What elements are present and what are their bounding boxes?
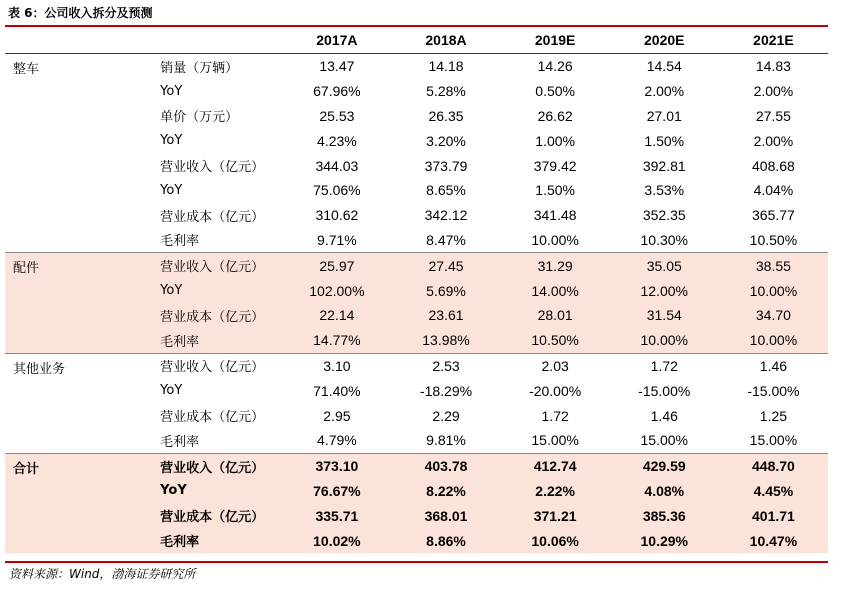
value-cell: 12.00% (610, 278, 719, 303)
value-cell: 9.71% (317, 231, 357, 248)
value-cell: 2.53 (391, 353, 500, 378)
value-cell: 4.08% (610, 479, 719, 504)
value-cell: 14.77% (282, 328, 391, 353)
value-cell: 1.46 (719, 353, 828, 378)
value-cell: 8.22% (391, 479, 500, 504)
row-label: 毛利率 (160, 434, 200, 450)
value-cell: 344.03 (315, 157, 359, 174)
value-cell: 412.74 (501, 453, 610, 478)
value-cell: 365.77 (752, 207, 795, 224)
value-cell: 9.81% (426, 432, 466, 449)
value-cell: 13.98% (391, 328, 500, 353)
value-cell: 2.00% (644, 83, 685, 100)
value-cell: 429.59 (610, 453, 719, 478)
value-cell: 448.70 (719, 453, 828, 478)
value-cell: 379.42 (533, 157, 577, 174)
value-cell: 1.72 (541, 407, 569, 424)
value-cell: 25.53 (319, 107, 355, 124)
row-label: YoY (160, 133, 183, 149)
table-title: 表 6：公司收入拆分及预测 (8, 6, 153, 20)
value-cell: 28.01 (501, 303, 610, 328)
value-cell: 27.55 (755, 107, 791, 124)
row-label: YoY (151, 278, 282, 303)
group-label: 配件 (5, 253, 151, 353)
group-label: 合计 (5, 453, 151, 553)
bottom-rule (5, 561, 828, 563)
value-cell: 385.36 (610, 503, 719, 528)
header-cell-2017a: 2017A (282, 27, 391, 54)
value-cell: 10.00% (719, 328, 828, 353)
value-cell: 4.23% (317, 132, 357, 149)
header-cell-group (5, 27, 151, 54)
value-cell: 10.00% (719, 278, 828, 303)
row-label: 毛利率 (160, 234, 200, 250)
value-cell: 2.29 (432, 407, 460, 424)
row-label: 营业成本（亿元） (160, 410, 265, 426)
value-cell: 10.29% (610, 528, 719, 553)
value-cell: 1.50% (535, 182, 575, 199)
value-cell: 310.62 (315, 207, 359, 224)
value-cell: 26.62 (537, 107, 573, 124)
value-cell: 8.47% (426, 231, 466, 248)
value-cell: 27.01 (646, 107, 682, 124)
value-cell: 4.45% (719, 479, 828, 504)
row-label: YoY (160, 383, 183, 399)
table-row (5, 54, 828, 79)
row-label: 营业收入（亿元） (151, 353, 282, 378)
value-cell: 403.78 (391, 453, 500, 478)
value-cell: 2.03 (501, 353, 610, 378)
value-cell: 25.97 (282, 253, 391, 278)
value-cell: 0.50% (535, 83, 575, 100)
group-label: 其他业务 (5, 353, 151, 453)
value-cell: 373.79 (424, 157, 468, 174)
row-label: 单价（万元） (160, 110, 239, 126)
value-cell: 2.22% (501, 479, 610, 504)
value-cell: 35.05 (610, 253, 719, 278)
value-cell: -15.00% (638, 382, 691, 399)
value-cell: 5.69% (391, 278, 500, 303)
value-cell: 10.06% (501, 528, 610, 553)
value-cell: 4.79% (317, 432, 357, 449)
group-label: 整车 (13, 62, 40, 77)
value-cell: 1.46 (650, 407, 678, 424)
value-cell: 76.67% (282, 479, 391, 504)
value-cell: 373.10 (282, 453, 391, 478)
group-parts (5, 253, 828, 353)
value-cell: 15.00% (531, 432, 579, 449)
value-cell: 10.00% (610, 328, 719, 353)
value-cell: 401.71 (719, 503, 828, 528)
value-cell: 342.12 (424, 207, 468, 224)
row-label: 营业收入（亿元） (160, 160, 265, 176)
row-label: 毛利率 (151, 328, 282, 353)
value-cell: 1.72 (610, 353, 719, 378)
value-cell: 14.26 (537, 58, 573, 75)
value-cell: 13.47 (319, 58, 355, 75)
row-label: YoY (160, 182, 183, 198)
table-row (5, 353, 828, 378)
row-label: 营业成本（亿元） (151, 303, 282, 328)
value-cell: 31.29 (501, 253, 610, 278)
value-cell: 3.20% (426, 132, 466, 149)
value-cell: 102.00% (282, 278, 391, 303)
row-label: 营业收入（亿元） (151, 453, 282, 478)
value-cell: 8.86% (391, 528, 500, 553)
value-cell: 38.55 (719, 253, 828, 278)
header-cell-item (151, 27, 282, 54)
value-cell: 341.48 (533, 207, 577, 224)
group-vehicles (5, 54, 828, 253)
value-cell: 3.10 (282, 353, 391, 378)
value-cell: 8.65% (426, 182, 466, 199)
value-cell: 1.25 (759, 407, 788, 424)
value-cell: 15.00% (640, 432, 688, 449)
row-label: YoY (160, 83, 183, 99)
value-cell: 368.01 (391, 503, 500, 528)
value-cell: 4.04% (753, 182, 794, 199)
value-cell: 34.70 (719, 303, 828, 328)
value-cell: 2.95 (323, 407, 351, 424)
value-cell: 10.50% (501, 328, 610, 353)
value-cell: -18.29% (419, 382, 473, 399)
header-cell-2019e: 2019E (501, 27, 610, 54)
value-cell: 31.54 (610, 303, 719, 328)
value-cell: 1.00% (535, 132, 575, 149)
value-cell: -20.00% (529, 382, 582, 399)
row-label: 营业收入（亿元） (151, 253, 282, 278)
value-cell: 75.06% (313, 182, 361, 199)
row-label: 营业成本（亿元） (151, 503, 282, 528)
value-cell: 5.28% (426, 83, 466, 100)
value-cell: 22.14 (282, 303, 391, 328)
value-cell: 371.21 (501, 503, 610, 528)
value-cell: 1.50% (644, 132, 685, 149)
value-cell: 14.00% (501, 278, 610, 303)
value-cell: 15.00% (749, 432, 798, 449)
table-row (5, 253, 828, 278)
table-row (5, 453, 828, 478)
value-cell: -15.00% (747, 382, 800, 399)
value-cell: 352.35 (642, 207, 686, 224)
value-cell: 10.30% (640, 231, 688, 248)
header-cell-2021e: 2021E (719, 27, 828, 54)
value-cell: 10.47% (719, 528, 828, 553)
value-cell: 2.00% (753, 132, 794, 149)
value-cell: 14.83 (755, 58, 791, 75)
source-note: 资料来源：Wind，渤海证券研究所 (9, 567, 196, 581)
value-cell: 67.96% (313, 83, 361, 100)
value-cell: 335.71 (282, 503, 391, 528)
row-label: 毛利率 (151, 528, 282, 553)
value-cell: 10.00% (531, 231, 579, 248)
value-cell: 26.35 (428, 107, 464, 124)
value-cell: 27.45 (391, 253, 500, 278)
revenue-table (5, 27, 828, 553)
row-label: YoY (151, 479, 282, 504)
value-cell: 10.50% (749, 231, 798, 248)
value-cell: 71.40% (313, 382, 361, 399)
group-other (5, 353, 828, 453)
value-cell: 14.54 (646, 58, 682, 75)
header-cell-2020e: 2020E (610, 27, 719, 54)
row-label: 销量（万辆） (160, 60, 239, 76)
header-row (5, 27, 828, 54)
value-cell: 10.02% (282, 528, 391, 553)
header-cell-2018a: 2018A (391, 27, 500, 54)
value-cell: 408.68 (752, 157, 795, 174)
value-cell: 2.00% (753, 83, 794, 100)
value-cell: 14.18 (428, 58, 464, 75)
value-cell: 3.53% (644, 182, 685, 199)
group-total (5, 453, 828, 553)
value-cell: 23.61 (391, 303, 500, 328)
row-label: 营业成本（亿元） (160, 209, 265, 225)
value-cell: 392.81 (642, 157, 686, 174)
